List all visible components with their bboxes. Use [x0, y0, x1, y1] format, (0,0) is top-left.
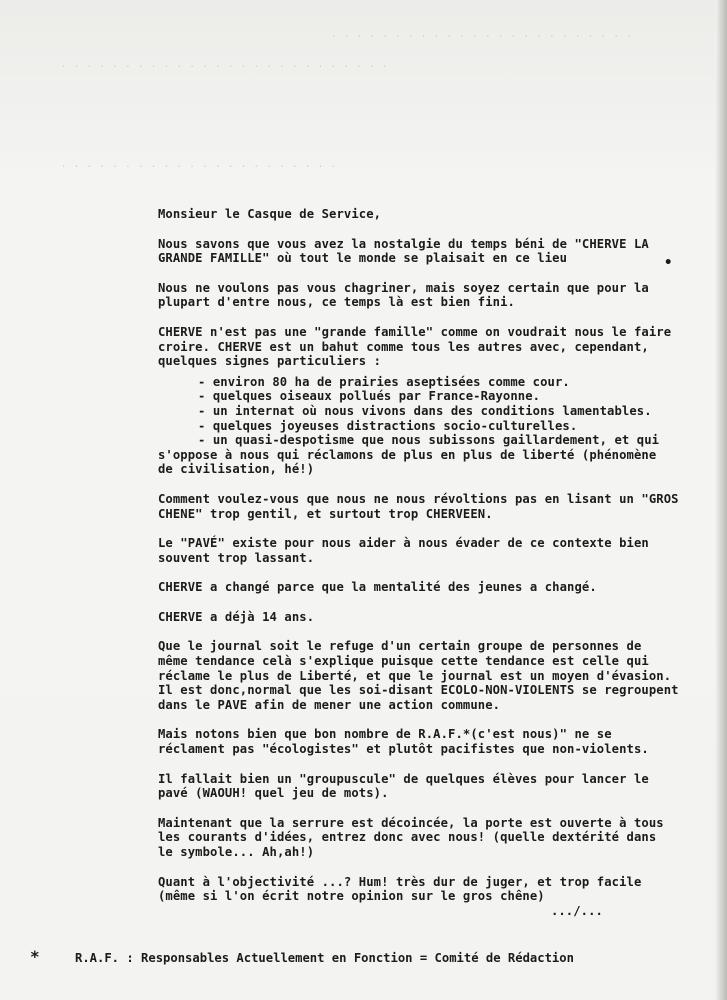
list-item: - un internat où nous vivons dans des conditions lamentables. [198, 404, 693, 419]
continued-marker: .../... [550, 903, 603, 918]
paragraph-1: Nous savons que vous avez la nostalgie du temps béni de "CHERVE LA GRANDE FAMILLE" où tout le monde se plaisait en ce lieu [158, 236, 649, 266]
footnote-marker: * [30, 947, 40, 966]
salutation: Monsieur le Casque de Service, [158, 207, 382, 221]
list-item: - un quasi-despotisme que nous subissons gaillardement, et qui [198, 433, 693, 448]
paragraph-12: Quant à l'objectivité ...? Hum! très dur de juger, et trop facile (même si l'on écrit notre opinion sur le gros chêne) [158, 874, 642, 904]
paragraph-8: Que le journal soit le refuge d'un certain groupe de personnes de même tendance celà s'explique puisque cette tendance est celle qui réclame le plus de Liberté, et que le journal est un moyen d'évasion. Il est donc,normal que les soi-disant ECOLO-NON-VIOLENTS se regroupent dans le PAVE afin de mener une action commune. [158, 639, 679, 712]
paragraph-6: CHERVE a changé parce que la mentalité des jeunes a changé. [158, 580, 597, 595]
show-through-text: . . . . . . . . . . . . . . . . . . . . . . [60, 160, 336, 170]
page-edge [715, 0, 727, 1000]
paragraph-11: Maintenant que la serrure est décoincée, la porte est ouverte à tous les courants d'idées, entrez donc avec nous! (quelle dextérité dans le symbole... Ah,ah!) [158, 815, 664, 859]
paragraph-3: CHERVE n'est pas une "grande famille" comme on voudrait nous le faire croire. CHERVE est un bahut comme tous les autres avec, cependant, quelques signes particuliers : [158, 324, 672, 369]
show-through-text: . . . . . . . . . . . . . . . . . . . . . . . . . . [60, 60, 388, 70]
list-item: - quelques oiseaux pollués par France-Rayonne. [198, 389, 693, 404]
list-item: - quelques joyeuses distractions socio-culturelles. [198, 419, 693, 434]
letter-body [158, 207, 693, 918]
paragraph-5: Le "PAVÉ" existe pour nous aider à nous évader de ce contexte bien souvent trop lassant. [158, 536, 649, 565]
list-item: - environ 80 ha de prairies aseptisées comme cour. [198, 375, 693, 390]
stray-dot: • [664, 255, 673, 271]
footnote-text: R.A.F. : Responsables Actuellement en Fonction = Comité de Rédaction [75, 951, 574, 965]
show-through-text: . . . . . . . . . . . . . . . . . . . . . . . . [330, 30, 632, 40]
paragraph-10: Il fallait bien un "groupuscule" de quelques élèves pour lancer le pavé (WAOUH! quel jeu de mots). [158, 771, 649, 801]
footnote [30, 947, 690, 966]
signs-list [198, 375, 693, 448]
list-continuation: s'oppose à nous qui réclamons de plus en plus de liberté (phénomène de civilisation, hé!) [158, 447, 657, 477]
paragraph-9: Mais notons bien que bon nombre de R.A.F.*(c'est nous)" ne se réclament pas "écologistes" et plutôt pacifistes que non-violents. [158, 727, 649, 757]
paragraph-4: Comment voulez-vous que nous ne nous révoltions pas en lisant un "GROS CHENE" trop gentil, et surtout trop CHERVEEN. [158, 491, 679, 521]
paragraph-7: CHERVE a déjà 14 ans. [158, 609, 315, 624]
paragraph-2: Nous ne voulons pas vous chagriner, mais soyez certain que pour la plupart d'entre nous, ce temps là est bien fini. [158, 280, 649, 310]
